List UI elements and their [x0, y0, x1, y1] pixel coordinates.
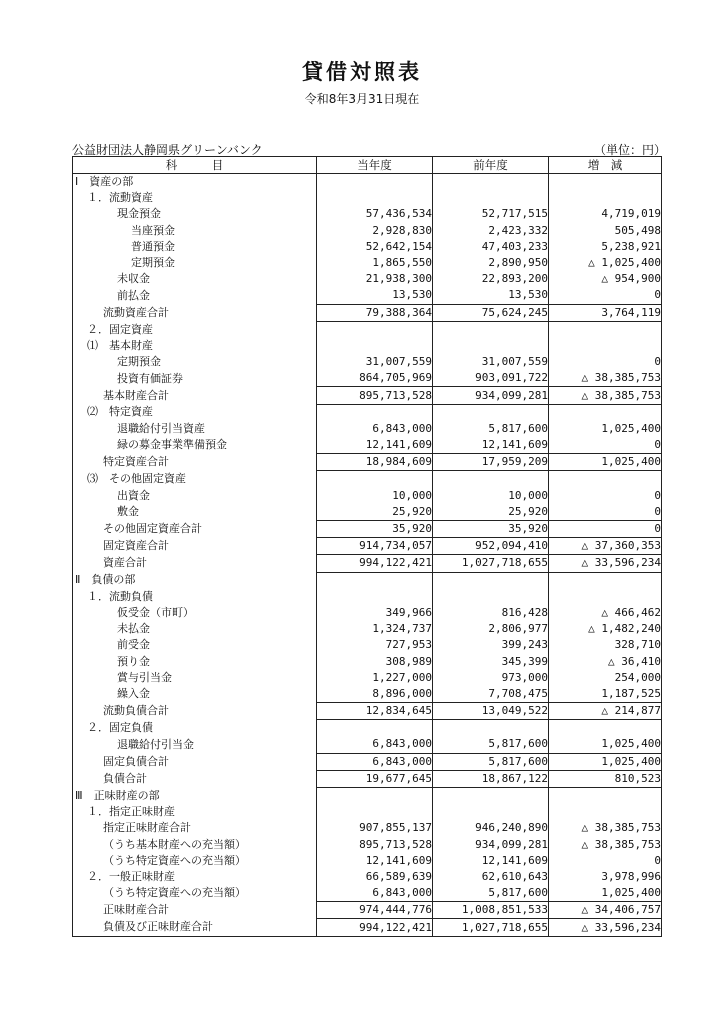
current-year-value: 1,324,737 [317, 621, 433, 637]
table-row [73, 787, 662, 804]
previous-year-value: 47,403,233 [433, 239, 549, 255]
current-year-value: 21,938,300 [317, 271, 433, 287]
previous-year-value: 22,893,200 [433, 271, 549, 287]
account-label: 前受金 [73, 637, 317, 653]
organization-name: 公益財団法人静岡県グリーンバンク [72, 143, 263, 157]
account-label: 固定負債合計 [73, 753, 317, 770]
table-row [73, 437, 662, 454]
previous-year-value: 12,141,609 [433, 437, 549, 454]
change-value [549, 174, 662, 191]
account-label: ２．固定資産 [73, 321, 317, 338]
current-year-value: 35,920 [317, 520, 433, 537]
account-label: 流動負債合計 [73, 703, 317, 720]
table-row [73, 174, 662, 191]
change-value: 3,764,119 [549, 304, 662, 321]
account-label: １．指定正味財産 [73, 804, 317, 820]
previous-year-value [433, 589, 549, 605]
table-row [73, 919, 662, 936]
account-label: （うち基本財産への充当額） [73, 837, 317, 853]
account-label: Ⅱ 負債の部 [73, 572, 317, 589]
table-row [73, 454, 662, 471]
change-value: 505,498 [549, 223, 662, 239]
previous-year-value: 946,240,890 [433, 820, 549, 836]
table-row [73, 555, 662, 572]
previous-year-value: 345,399 [433, 653, 549, 669]
previous-year-value: 2,423,332 [433, 223, 549, 239]
account-label: 仮受金（市町） [73, 605, 317, 621]
account-label: 前払金 [73, 287, 317, 304]
previous-year-value: 903,091,722 [433, 370, 549, 387]
account-label: 正味財産合計 [73, 902, 317, 919]
account-label: 緑の募金事業準備預金 [73, 437, 317, 454]
previous-year-value: 5,817,600 [433, 421, 549, 437]
current-year-value: 2,928,830 [317, 223, 433, 239]
account-label: ⑵ 特定資産 [73, 404, 317, 421]
account-label: 繰入金 [73, 686, 317, 703]
table-header-row [73, 157, 662, 174]
table-row [73, 853, 662, 869]
header-current-year: 当年度 [317, 157, 433, 174]
previous-year-value: 10,000 [433, 488, 549, 504]
table-row [73, 736, 662, 753]
account-label: 未払金 [73, 621, 317, 637]
document-title: 貸借対照表 [302, 60, 422, 84]
account-label: 出資金 [73, 488, 317, 504]
previous-year-value [433, 321, 549, 338]
previous-year-value: 934,099,281 [433, 387, 549, 404]
table-row [73, 370, 662, 387]
account-label: （うち特定資産への充当額） [73, 885, 317, 902]
report-date: 令和8年3月31日現在 [304, 92, 420, 106]
previous-year-value: 17,959,209 [433, 454, 549, 471]
previous-year-value [433, 471, 549, 488]
current-year-value: 6,843,000 [317, 753, 433, 770]
account-label: 負債合計 [73, 770, 317, 787]
change-value [549, 589, 662, 605]
previous-year-value [433, 404, 549, 421]
previous-year-value: 5,817,600 [433, 885, 549, 902]
current-year-value: 57,436,534 [317, 206, 433, 222]
table-row [73, 703, 662, 720]
current-year-value [317, 321, 433, 338]
change-value: 810,523 [549, 770, 662, 787]
change-value: 0 [549, 488, 662, 504]
current-year-value: 13,530 [317, 287, 433, 304]
previous-year-value: 2,890,950 [433, 255, 549, 271]
previous-year-value: 35,920 [433, 520, 549, 537]
change-value [549, 787, 662, 804]
previous-year-value: 31,007,559 [433, 354, 549, 370]
table-row [73, 770, 662, 787]
current-year-value: 895,713,528 [317, 837, 433, 853]
change-value: 3,978,996 [549, 869, 662, 885]
previous-year-value: 13,530 [433, 287, 549, 304]
current-year-value [317, 471, 433, 488]
table-row [73, 255, 662, 271]
previous-year-value: 18,867,122 [433, 770, 549, 787]
current-year-value: 994,122,421 [317, 555, 433, 572]
change-value [549, 572, 662, 589]
change-value: 254,000 [549, 670, 662, 686]
change-value: △ 37,360,353 [549, 538, 662, 555]
change-value: △ 1,482,240 [549, 621, 662, 637]
table-row [73, 653, 662, 669]
change-value: △ 36,410 [549, 653, 662, 669]
current-year-value: 1,227,000 [317, 670, 433, 686]
current-year-value: 12,834,645 [317, 703, 433, 720]
change-value: △ 34,406,757 [549, 902, 662, 919]
current-year-value [317, 572, 433, 589]
change-value [549, 190, 662, 206]
account-label: 普通預金 [73, 239, 317, 255]
current-year-value: 12,141,609 [317, 437, 433, 454]
table-row [73, 572, 662, 589]
current-year-value: 907,855,137 [317, 820, 433, 836]
current-year-value: 895,713,528 [317, 387, 433, 404]
previous-year-value: 816,428 [433, 605, 549, 621]
balance-sheet-table [72, 156, 662, 937]
table-row [73, 538, 662, 555]
change-value: 0 [549, 437, 662, 454]
unit-label: （単位：円） [594, 143, 667, 157]
change-value: △ 33,596,234 [549, 919, 662, 936]
change-value: 0 [549, 354, 662, 370]
previous-year-value: 7,708,475 [433, 686, 549, 703]
account-label: 資産合計 [73, 555, 317, 572]
current-year-value: 25,920 [317, 504, 433, 521]
table-row [73, 637, 662, 653]
change-value: 0 [549, 504, 662, 521]
account-label: 特定資産合計 [73, 454, 317, 471]
account-label: 敷金 [73, 504, 317, 521]
account-label: Ⅲ 正味財産の部 [73, 787, 317, 804]
account-label: 当座預金 [73, 223, 317, 239]
previous-year-value: 25,920 [433, 504, 549, 521]
previous-year-value: 1,027,718,655 [433, 919, 549, 936]
table-row [73, 520, 662, 537]
table-row [73, 837, 662, 853]
current-year-value [317, 338, 433, 354]
table-row [73, 421, 662, 437]
previous-year-value: 934,099,281 [433, 837, 549, 853]
header-change: 増 減 [549, 157, 662, 174]
table-row [73, 621, 662, 637]
change-value [549, 404, 662, 421]
account-label: 負債及び正味財産合計 [73, 919, 317, 936]
table-row [73, 885, 662, 902]
current-year-value: 66,589,639 [317, 869, 433, 885]
change-value: △ 33,596,234 [549, 555, 662, 572]
current-year-value: 18,984,609 [317, 454, 433, 471]
change-value: △ 38,385,753 [549, 820, 662, 836]
table-row [73, 504, 662, 521]
current-year-value [317, 787, 433, 804]
current-year-value: 12,141,609 [317, 853, 433, 869]
table-row [73, 471, 662, 488]
previous-year-value: 12,141,609 [433, 853, 549, 869]
change-value: 4,719,019 [549, 206, 662, 222]
change-value: △ 954,900 [549, 271, 662, 287]
table-row [73, 223, 662, 239]
table-row [73, 239, 662, 255]
previous-year-value: 1,027,718,655 [433, 555, 549, 572]
current-year-value: 864,705,969 [317, 370, 433, 387]
account-label: 指定正味財産合計 [73, 820, 317, 836]
current-year-value [317, 190, 433, 206]
previous-year-value: 399,243 [433, 637, 549, 653]
previous-year-value [433, 787, 549, 804]
account-label: （うち特定資産への充当額） [73, 853, 317, 869]
current-year-value [317, 720, 433, 737]
account-label: １．流動資産 [73, 190, 317, 206]
table-row [73, 869, 662, 885]
current-year-value: 6,843,000 [317, 885, 433, 902]
table-row [73, 404, 662, 421]
previous-year-value [433, 174, 549, 191]
change-value: 5,238,921 [549, 239, 662, 255]
account-label: 現金預金 [73, 206, 317, 222]
change-value: △ 466,462 [549, 605, 662, 621]
account-label: その他固定資産合計 [73, 520, 317, 537]
change-value: △ 38,385,753 [549, 370, 662, 387]
table-row [73, 488, 662, 504]
previous-year-value: 52,717,515 [433, 206, 549, 222]
change-value: 1,187,525 [549, 686, 662, 703]
current-year-value: 10,000 [317, 488, 433, 504]
change-value: 328,710 [549, 637, 662, 653]
change-value [549, 338, 662, 354]
previous-year-value: 973,000 [433, 670, 549, 686]
previous-year-value: 62,610,643 [433, 869, 549, 885]
account-label: 固定資産合計 [73, 538, 317, 555]
account-label: ⑶ その他固定資産 [73, 471, 317, 488]
table-row [73, 271, 662, 287]
current-year-value [317, 804, 433, 820]
header-previous-year: 前年度 [433, 157, 549, 174]
change-value: 0 [549, 853, 662, 869]
account-label: 基本財産合計 [73, 387, 317, 404]
change-value: 0 [549, 287, 662, 304]
table-row [73, 206, 662, 222]
change-value: 1,025,400 [549, 454, 662, 471]
table-row [73, 686, 662, 703]
table-row [73, 804, 662, 820]
account-label: 流動資産合計 [73, 304, 317, 321]
change-value: △ 1,025,400 [549, 255, 662, 271]
change-value [549, 804, 662, 820]
account-label: 未収金 [73, 271, 317, 287]
previous-year-value [433, 572, 549, 589]
table-row [73, 605, 662, 621]
change-value [549, 471, 662, 488]
table-row [73, 338, 662, 354]
previous-year-value [433, 720, 549, 737]
current-year-value: 6,843,000 [317, 736, 433, 753]
current-year-value: 914,734,057 [317, 538, 433, 555]
current-year-value: 974,444,776 [317, 902, 433, 919]
account-label: ⑴ 基本財産 [73, 338, 317, 354]
current-year-value: 8,896,000 [317, 686, 433, 703]
previous-year-value: 13,049,522 [433, 703, 549, 720]
change-value: △ 38,385,753 [549, 837, 662, 853]
previous-year-value: 952,094,410 [433, 538, 549, 555]
account-label: １．流動負債 [73, 589, 317, 605]
account-label: 退職給付引当資産 [73, 421, 317, 437]
change-value: 1,025,400 [549, 736, 662, 753]
current-year-value [317, 404, 433, 421]
previous-year-value: 5,817,600 [433, 736, 549, 753]
table-row [73, 190, 662, 206]
change-value: 1,025,400 [549, 753, 662, 770]
current-year-value: 52,642,154 [317, 239, 433, 255]
account-label: Ⅰ 資産の部 [73, 174, 317, 191]
change-value: 0 [549, 520, 662, 537]
current-year-value [317, 174, 433, 191]
header-account: 科 目 [73, 157, 317, 174]
table-row [73, 753, 662, 770]
current-year-value: 727,953 [317, 637, 433, 653]
table-row [73, 287, 662, 304]
change-value: 1,025,400 [549, 885, 662, 902]
account-label: 投資有価証券 [73, 370, 317, 387]
table-row [73, 670, 662, 686]
table-row [73, 321, 662, 338]
table-row [73, 720, 662, 737]
change-value [549, 720, 662, 737]
table-body [73, 174, 662, 937]
change-value: 1,025,400 [549, 421, 662, 437]
table-row [73, 304, 662, 321]
previous-year-value: 2,806,977 [433, 621, 549, 637]
current-year-value: 19,677,645 [317, 770, 433, 787]
previous-year-value: 1,008,851,533 [433, 902, 549, 919]
account-label: 定期預金 [73, 255, 317, 271]
table-row [73, 589, 662, 605]
table-row [73, 902, 662, 919]
current-year-value: 31,007,559 [317, 354, 433, 370]
current-year-value: 308,989 [317, 653, 433, 669]
table-row [73, 820, 662, 836]
current-year-value: 79,388,364 [317, 304, 433, 321]
table-row [73, 387, 662, 404]
account-label: 定期預金 [73, 354, 317, 370]
change-value [549, 321, 662, 338]
account-label: ２．固定負債 [73, 720, 317, 737]
current-year-value: 994,122,421 [317, 919, 433, 936]
current-year-value: 6,843,000 [317, 421, 433, 437]
previous-year-value [433, 338, 549, 354]
current-year-value: 1,865,550 [317, 255, 433, 271]
current-year-value: 349,966 [317, 605, 433, 621]
previous-year-value: 75,624,245 [433, 304, 549, 321]
previous-year-value: 5,817,600 [433, 753, 549, 770]
account-label: 退職給付引当金 [73, 736, 317, 753]
table-row [73, 354, 662, 370]
account-label: 預り金 [73, 653, 317, 669]
change-value: △ 38,385,753 [549, 387, 662, 404]
account-label: 賞与引当金 [73, 670, 317, 686]
previous-year-value [433, 804, 549, 820]
current-year-value [317, 589, 433, 605]
account-label: ２．一般正味財産 [73, 869, 317, 885]
previous-year-value [433, 190, 549, 206]
change-value: △ 214,877 [549, 703, 662, 720]
